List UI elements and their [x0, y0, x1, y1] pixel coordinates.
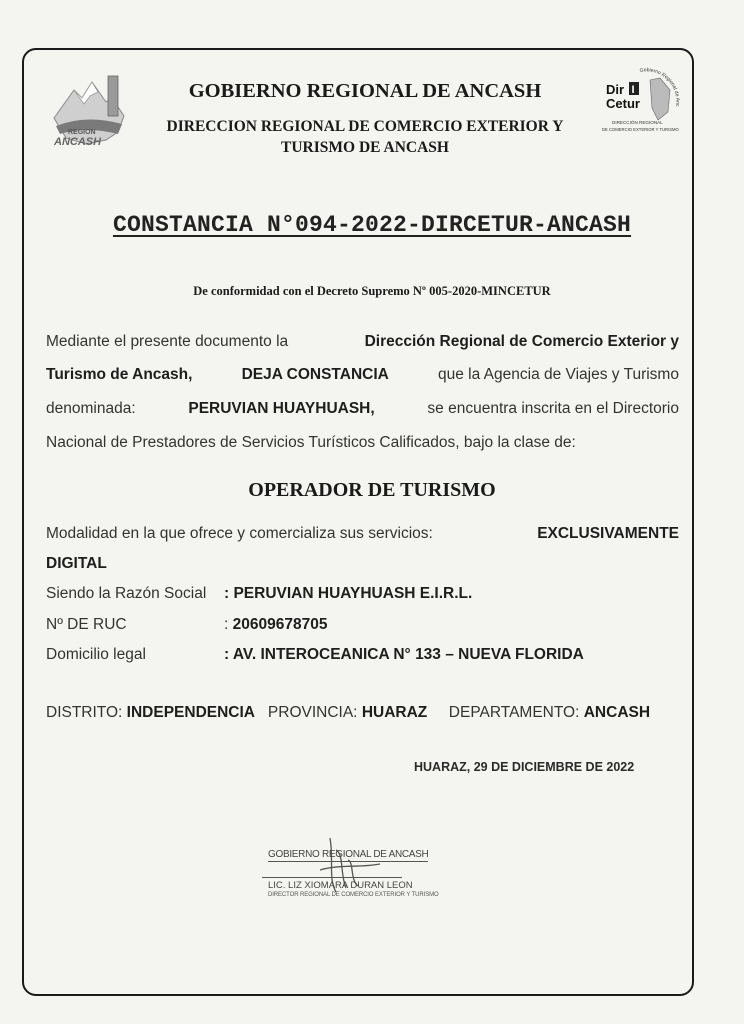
signatory-name: LIC. LIZ XIOMARA DURAN LEON — [268, 880, 413, 891]
modality-value: EXCLUSIVAMENTE — [537, 525, 679, 542]
modality-text: Modalidad en la que ofrece y comercializa sus servicios: — [46, 525, 433, 542]
dircetur-logo — [600, 60, 680, 138]
body-line-4: Nacional de Prestadores de Servicios Turísticos Calificados, bajo la clase de: — [46, 434, 576, 451]
departamento-label: DEPARTAMENTO: — [448, 704, 580, 721]
issue-date: HUARAZ, 29 DE DICIEMBRE DE 2022 — [414, 760, 635, 774]
ruc-value: 20609678705 — [232, 616, 328, 633]
class-name: OPERADOR DE TURISMO — [248, 479, 496, 501]
signatory-role: DIRECTOR REGIONAL DE COMERCIO EXTERIOR Y TURISMO — [268, 892, 439, 898]
body-text: que la Agencia de Viajes y Turismo — [438, 366, 679, 383]
header-dept-line1: DIRECCION REGIONAL DE COMERCIO EXTERIOR Y — [166, 118, 564, 135]
provincia-label: PROVINCIA: — [267, 704, 358, 721]
body-text: Mediante el presente documento la — [46, 333, 289, 350]
dircetur-caption2: DE COMERCIO EXTERIOR Y TURISMO — [602, 127, 679, 132]
signature-stamp: GOBIERNO REGIONAL DE ANCASH — [268, 849, 429, 860]
signature-line — [262, 877, 402, 878]
header-dept — [130, 116, 600, 158]
logo-ancash-text: ANCASH — [54, 136, 102, 148]
body-line-2 — [46, 366, 679, 384]
header-org: GOBIERNO REGIONAL DE ANCASH — [188, 80, 542, 102]
dircetur-brand-mark: I — [631, 84, 635, 96]
ruc-separator: : — [224, 616, 229, 633]
body-bold-text: Turismo de Ancash, — [46, 366, 193, 383]
dircetur-brand-dir: Dir — [606, 82, 625, 97]
body-bold-text: Dirección Regional de Comercio Exterior y — [364, 333, 679, 350]
modality-line — [46, 525, 679, 543]
agency-name: PERUVIAN HUAYHUASH, — [188, 400, 375, 417]
razon-social-label: Siendo la Razón Social — [46, 585, 207, 602]
departamento-value: ANCASH — [583, 704, 651, 721]
body-line-1 — [46, 333, 679, 351]
body-bold-text: DEJA CONSTANCIA — [241, 366, 389, 383]
dircetur-arc-text: Gobierno Regional de Anc — [639, 67, 680, 107]
ruc-label: Nº DE RUC — [46, 616, 127, 633]
location-row — [46, 704, 650, 722]
domicilio-row — [46, 646, 584, 664]
dircetur-caption1: DIRECCIÓN REGIONAL — [612, 120, 663, 125]
header-dept-line2: TURISMO DE ANCASH — [281, 139, 449, 156]
modality-value-2: DIGITAL — [46, 555, 107, 572]
razon-social-row — [46, 585, 472, 603]
distrito-value: INDEPENDENCIA — [126, 704, 255, 721]
modality-line-2 — [46, 555, 107, 573]
dircetur-brand-cetur: Cetur — [606, 96, 640, 111]
ruc-row — [46, 616, 327, 634]
distrito-label: DISTRITO: — [46, 704, 123, 721]
body-line-3 — [46, 400, 679, 418]
logo-region-text: REGION — [68, 129, 96, 136]
decree-reference: De conformidad con el Decreto Supremo Nº 005-2020-MINCETUR — [193, 284, 551, 298]
body-text: denominada: — [46, 400, 136, 417]
document-title: CONSTANCIA N°094-2022-DIRCETUR-ANCASH — [112, 212, 632, 238]
body-text: se encuentra inscrita en el Directorio — [427, 400, 679, 417]
region-ancash-logo — [46, 68, 132, 150]
domicilio-value: : AV. INTEROCEANICA N° 133 – NUEVA FLORIDA — [224, 646, 584, 663]
domicilio-label: Domicilio legal — [46, 646, 146, 663]
provincia-value: HUARAZ — [361, 704, 428, 721]
razon-social-value: : PERUVIAN HUAYHUASH E.I.R.L. — [224, 585, 473, 602]
